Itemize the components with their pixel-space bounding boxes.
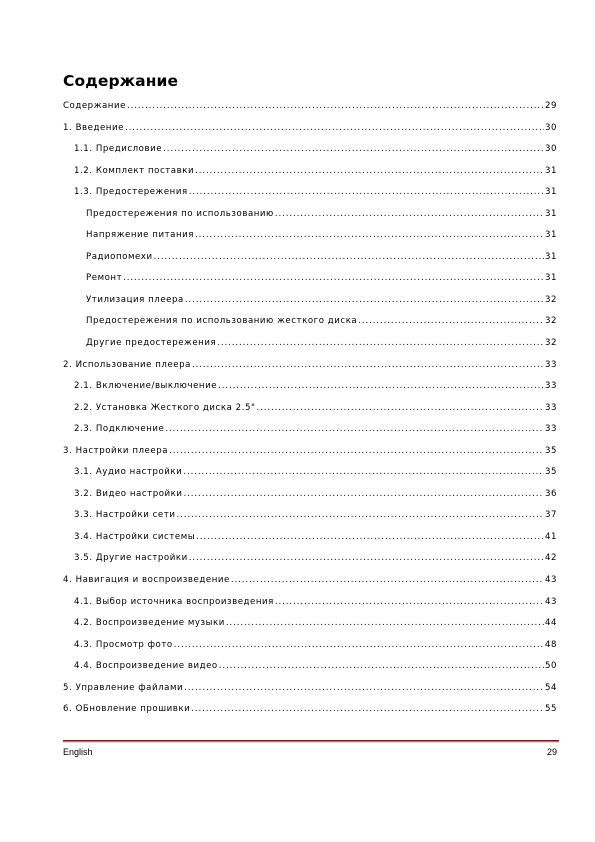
toc-entry-page-number: 50 — [544, 661, 557, 672]
toc-entry[interactable] — [63, 247, 557, 269]
toc-entry[interactable] — [63, 419, 557, 441]
toc-entry-page-number: 31 — [544, 230, 557, 241]
toc-entry-page-number: 31 — [544, 208, 557, 219]
toc-entry-page-number: 31 — [544, 165, 557, 176]
toc-entry-page-number: 33 — [544, 381, 557, 392]
toc-entry-label: Утилизация плеера — [86, 294, 184, 305]
toc-dot-leader — [196, 527, 544, 549]
toc-entry[interactable] — [63, 592, 557, 614]
toc-entry-label: 3.3. Настройки сети — [74, 510, 176, 521]
toc-entry-label: 4.2. Воспроизведение музыки — [74, 618, 225, 629]
toc-entry-page-number: 30 — [544, 144, 557, 155]
toc-entry-page-number: 31 — [544, 187, 557, 198]
toc-entry[interactable] — [63, 268, 557, 290]
toc-entry-page-number: 31 — [544, 251, 557, 262]
toc-entry-label: 3. Настройки плеера — [63, 445, 169, 456]
toc-entry-page-number: 43 — [544, 596, 557, 607]
toc-entry[interactable] — [63, 548, 557, 570]
toc-entry-page-number: 55 — [544, 704, 557, 715]
toc-entry-label: 3.2. Видео настройки — [74, 488, 183, 499]
toc-entry-label: 4. Навигация и воспроизведение — [63, 575, 230, 586]
toc-dot-leader — [184, 484, 544, 506]
toc-entry[interactable] — [63, 527, 557, 549]
toc-entry-label: 2. Использование плеера — [63, 359, 191, 370]
toc-dot-leader — [127, 96, 544, 118]
toc-dot-leader — [176, 505, 544, 527]
toc-dot-leader — [226, 613, 544, 635]
toc-entry-page-number: 44 — [544, 618, 557, 629]
toc-entry-page-number: 48 — [544, 639, 557, 650]
toc-entry-label: 4.4. Воспроизведение видео — [74, 661, 218, 672]
toc-entry-label: 1. Введение — [63, 122, 124, 133]
toc-entry-label: 3.4. Настройки системы — [74, 531, 196, 542]
footer-divider — [63, 740, 559, 743]
toc-dot-leader — [219, 656, 544, 678]
toc-dot-leader — [189, 182, 544, 204]
toc-entry-label: 3.5. Другие настройки — [74, 553, 188, 564]
toc-dot-leader — [275, 204, 544, 226]
toc-dot-leader — [184, 678, 544, 700]
toc-entry-page-number: 35 — [544, 467, 557, 478]
toc-entry[interactable] — [63, 398, 557, 420]
toc-dot-leader — [195, 225, 544, 247]
toc-entry-label: 1.2. Комплект поставки — [74, 165, 195, 176]
toc-dot-leader — [358, 311, 544, 333]
toc-dot-leader — [275, 592, 544, 614]
toc-entry-page-number: 41 — [544, 531, 557, 542]
toc-entry-page-number: 30 — [544, 122, 557, 133]
toc-entry[interactable] — [63, 355, 557, 377]
toc-dot-leader — [185, 290, 544, 312]
toc-entry-label: 4.1. Выбор источника воспроизведения — [74, 596, 274, 607]
toc-entry-label: Предостережения по использованию жесткого диска — [86, 316, 358, 327]
page-title: Содержание — [63, 72, 179, 90]
toc-entry-page-number: 29 — [544, 101, 557, 111]
toc-entry-page-number: 32 — [544, 316, 557, 327]
toc-entry-label: 1.1. Предисловие — [74, 144, 163, 155]
toc-entry[interactable] — [63, 96, 557, 118]
toc-entry[interactable] — [63, 333, 557, 355]
toc-entry[interactable] — [63, 161, 557, 183]
toc-dot-leader — [125, 118, 544, 140]
toc-dot-leader — [123, 268, 544, 290]
toc-entry-label: Ремонт — [86, 273, 123, 284]
toc-entry-page-number: 32 — [544, 338, 557, 349]
table-of-contents — [63, 96, 557, 721]
toc-entry-label: 1.3. Предостережения — [74, 187, 188, 198]
toc-entry-label: Содержание — [63, 101, 126, 111]
toc-entry-page-number: 54 — [544, 682, 557, 693]
toc-entry[interactable] — [63, 484, 557, 506]
footer-page-number: 29 — [546, 747, 557, 757]
toc-entry-label: Другие предостережения — [86, 338, 217, 349]
toc-entry-label: Напряжение питания — [86, 230, 194, 241]
toc-entry-label: 6. ОБновление прошивки — [63, 704, 191, 715]
toc-entry-label: 5. Управление файлами — [63, 682, 184, 693]
toc-dot-leader — [195, 161, 544, 183]
toc-dot-leader — [217, 333, 544, 355]
toc-entry-page-number: 33 — [544, 402, 557, 413]
toc-dot-leader — [169, 441, 544, 463]
toc-dot-leader — [191, 699, 544, 721]
toc-entry-label: 2.2. Установка Жесткого диска 2.5" — [74, 402, 256, 413]
toc-dot-leader — [189, 548, 544, 570]
toc-dot-leader — [154, 247, 544, 269]
toc-dot-leader — [231, 570, 544, 592]
toc-dot-leader — [192, 355, 544, 377]
toc-entry-page-number: 33 — [544, 424, 557, 435]
toc-entry-label: 4.3. Просмотр фото — [74, 639, 173, 650]
toc-entry[interactable] — [63, 462, 557, 484]
toc-entry[interactable] — [63, 376, 557, 398]
toc-entry[interactable] — [63, 290, 557, 312]
toc-entry[interactable] — [63, 570, 557, 592]
toc-entry-page-number: 35 — [544, 445, 557, 456]
toc-dot-leader — [183, 462, 544, 484]
toc-entry-label: 2.3. Подключение — [74, 424, 165, 435]
toc-dot-leader — [256, 398, 543, 420]
toc-entry[interactable] — [63, 118, 557, 140]
toc-entry[interactable] — [63, 311, 557, 333]
toc-dot-leader — [163, 139, 544, 161]
toc-entry[interactable] — [63, 678, 557, 700]
toc-dot-leader — [218, 376, 544, 398]
toc-entry[interactable] — [63, 505, 557, 527]
toc-entry[interactable] — [63, 656, 557, 678]
toc-entry[interactable] — [63, 613, 557, 635]
toc-entry-label: 2.1. Включение/выключение — [74, 381, 218, 392]
toc-entry-label: 3.1. Аудио настройки — [74, 467, 183, 478]
footer-language: English — [63, 747, 93, 757]
toc-dot-leader — [165, 419, 544, 441]
toc-entry[interactable] — [63, 204, 557, 226]
toc-entry-page-number: 42 — [544, 553, 557, 564]
toc-entry[interactable] — [63, 635, 557, 657]
toc-entry-label: Радиопомехи — [86, 251, 153, 262]
toc-entry-page-number: 43 — [544, 575, 557, 586]
toc-dot-leader — [174, 635, 544, 657]
toc-entry-page-number: 32 — [544, 294, 557, 305]
toc-entry[interactable] — [63, 182, 557, 204]
toc-entry[interactable] — [63, 225, 557, 247]
toc-entry-page-number: 37 — [544, 510, 557, 521]
toc-entry-page-number: 31 — [544, 273, 557, 284]
toc-entry-page-number: 33 — [544, 359, 557, 370]
toc-entry[interactable] — [63, 441, 557, 463]
toc-entry-page-number: 36 — [544, 488, 557, 499]
toc-entry[interactable] — [63, 139, 557, 161]
toc-entry[interactable] — [63, 699, 557, 721]
toc-entry-label: Предостережения по использованию — [86, 208, 274, 219]
